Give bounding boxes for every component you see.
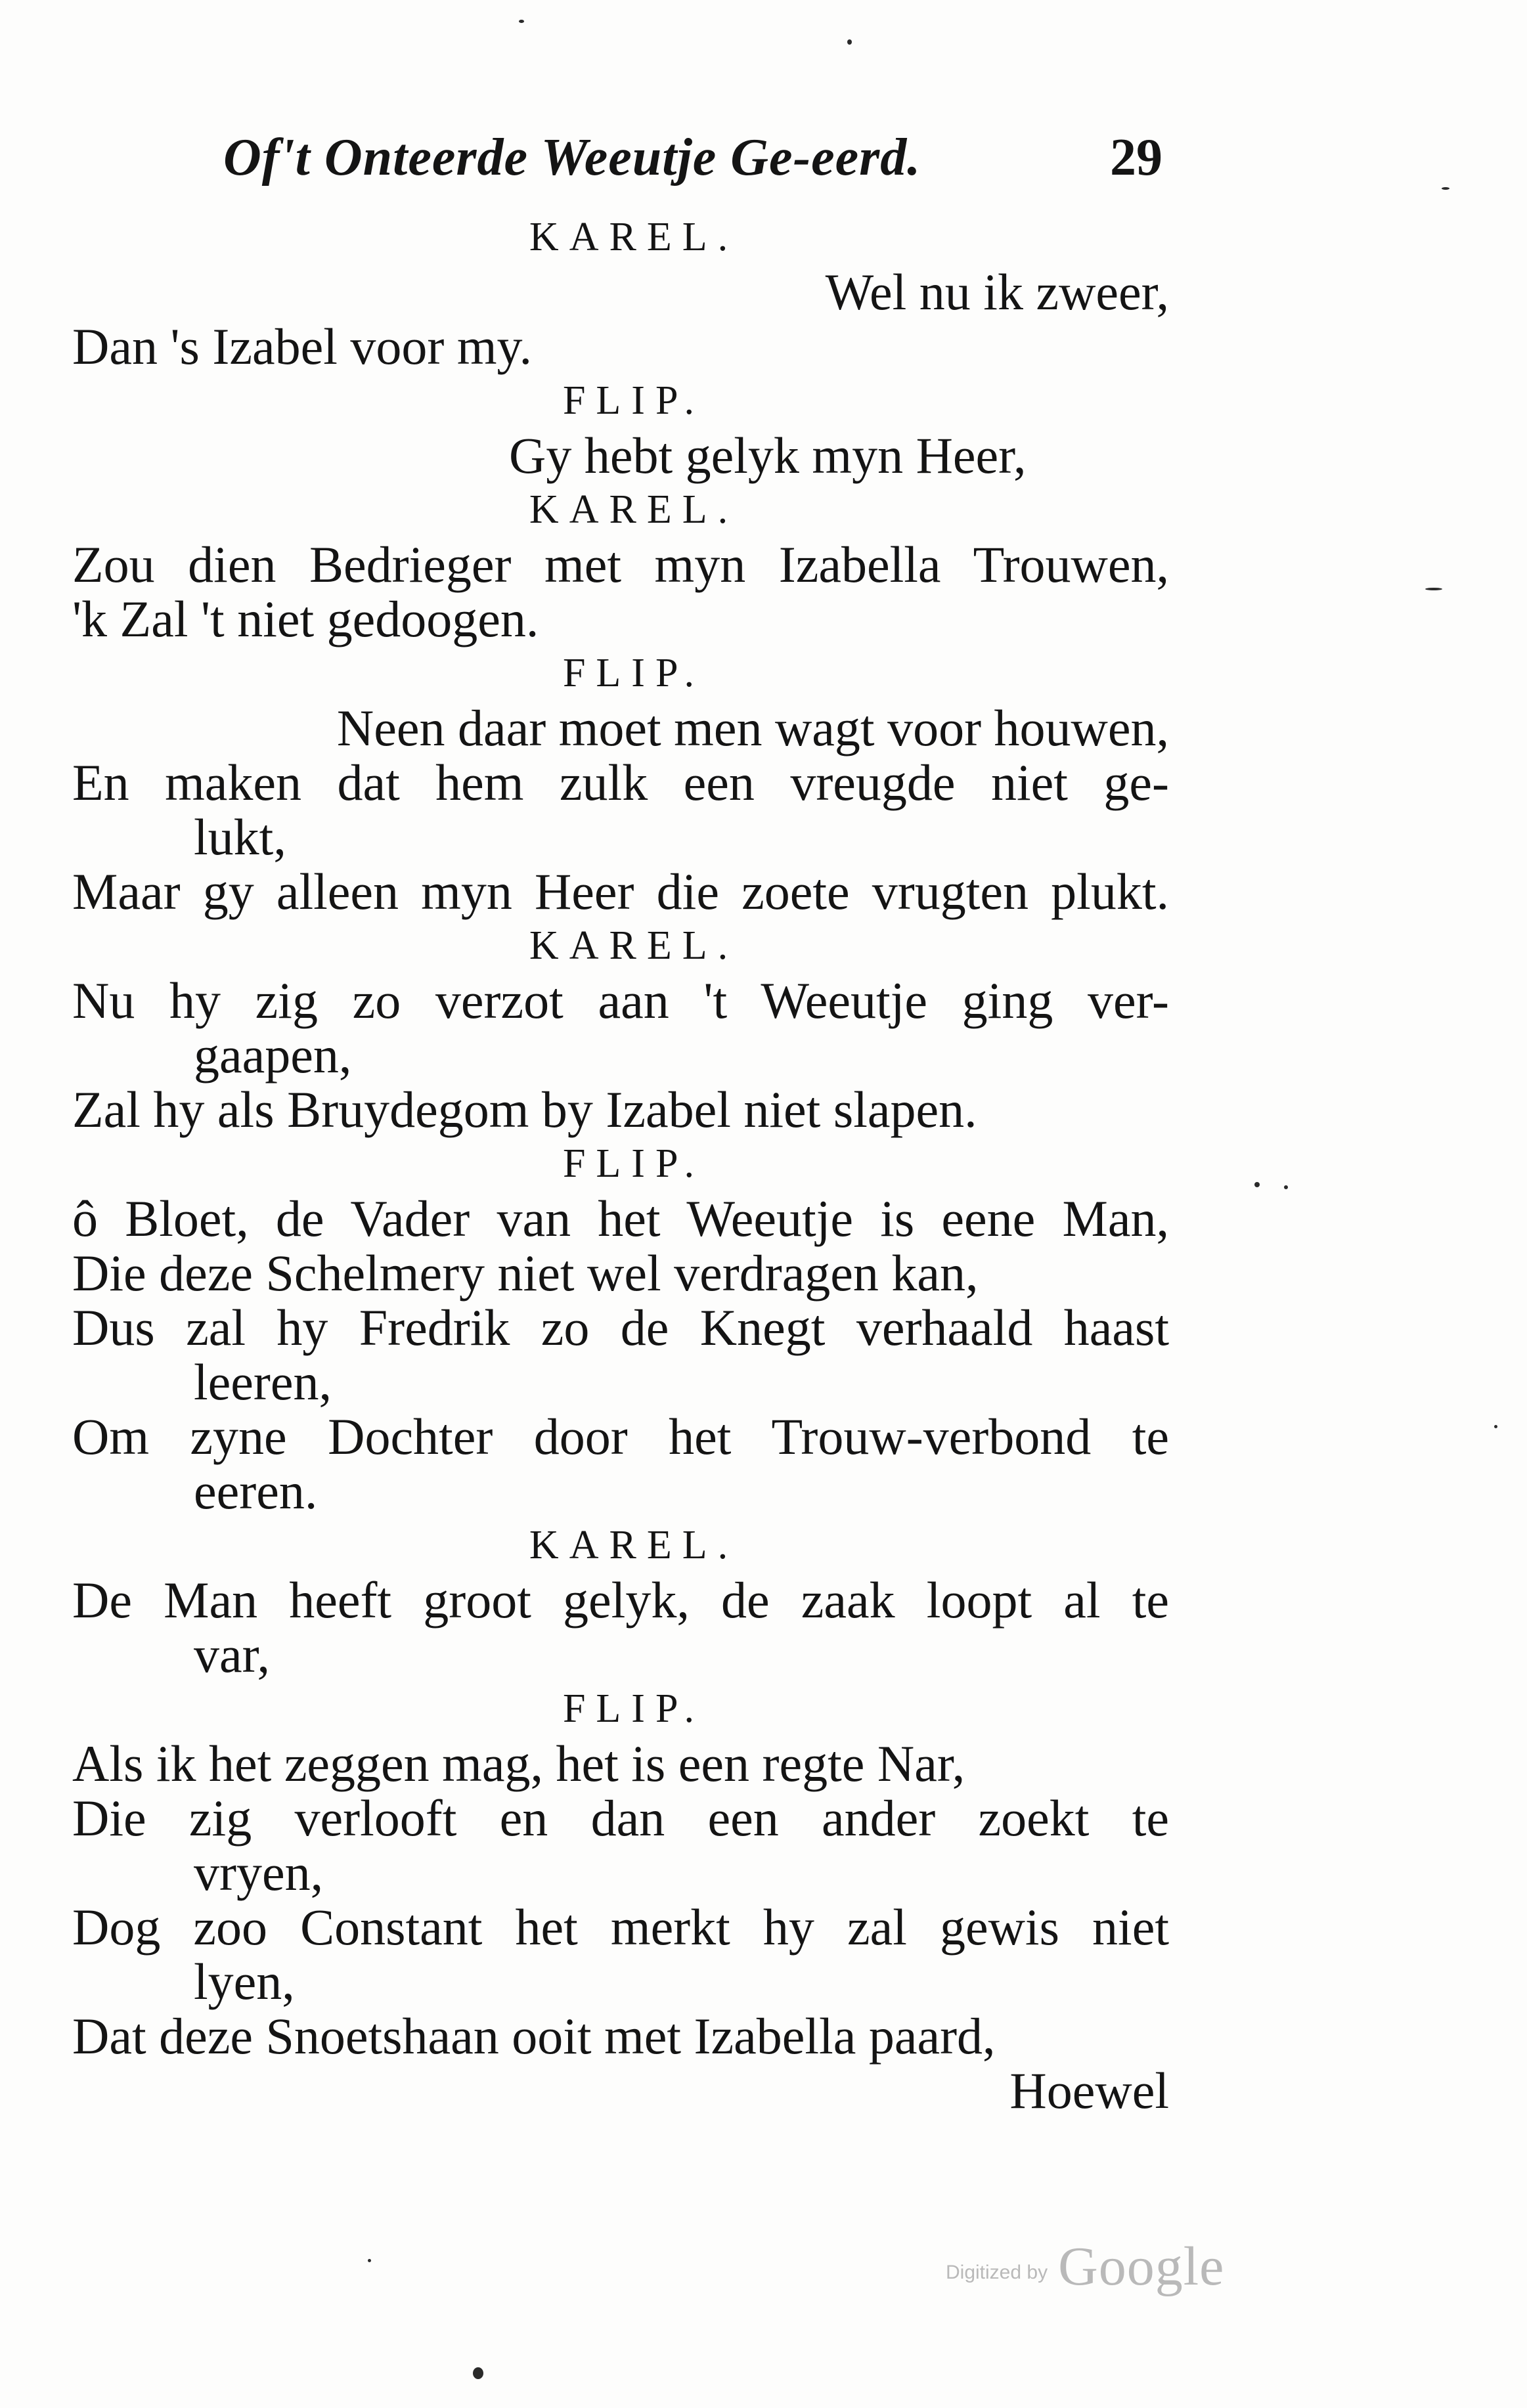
- verse-continuation: lukt,: [194, 808, 286, 865]
- print-speck: [519, 20, 524, 23]
- verse-continuation: leeren,: [194, 1353, 332, 1411]
- print-speck: [1284, 1185, 1288, 1189]
- verse-line: Wel nu ik zweer,: [825, 263, 1169, 320]
- verse-line: Dog zoo Constant het merkt hy zal gewis niet: [72, 1898, 1169, 1956]
- print-speck: [473, 2367, 483, 2379]
- catchword: Hoewel: [1009, 2062, 1169, 2119]
- speaker-heading: FLIP.: [562, 1141, 705, 1186]
- verse-line: Maar gy alleen myn Heer die zoete vrugten plukt.: [72, 863, 1169, 920]
- print-speck: [1254, 1182, 1260, 1187]
- verse-line: De Man heeft groot gelyk, de zaak loopt al te: [72, 1571, 1169, 1629]
- speaker-heading: FLIP.: [562, 651, 705, 695]
- verse-continuation: lyen,: [194, 1953, 295, 2010]
- speaker-heading: FLIP.: [562, 1686, 705, 1731]
- page-header: [223, 128, 1162, 200]
- verse-line: Zal hy als Bruydegom by Izabel niet slapen.: [72, 1081, 977, 1138]
- verse-line: Als ik het zeggen mag, het is een regte Nar,: [72, 1735, 965, 1792]
- verse-line: Die deze Schelmery niet wel verdragen kan,: [72, 1244, 979, 1302]
- verse-continuation: eeren.: [194, 1462, 318, 1520]
- print-speck: [1425, 588, 1442, 590]
- speaker-heading: KAREL.: [529, 215, 739, 259]
- verse-line: Neen daar moet men wagt voor houwen,: [336, 699, 1169, 756]
- watermark-label: Digitized by: [946, 2262, 1048, 2283]
- print-speck: [368, 2259, 371, 2262]
- page-number: 29: [1110, 129, 1162, 186]
- verse-line: En maken dat hem zulk een vreugde niet ge-: [72, 754, 1169, 811]
- speaker-heading: FLIP.: [562, 378, 705, 423]
- verse-line: Zou dien Bedrieger met myn Izabella Trouwen,: [72, 536, 1169, 593]
- running-title: Of't Onteerde Weeutje Ge-eerd.: [223, 129, 921, 186]
- verse-line: Gy hebt gelyk myn Heer,: [509, 427, 1027, 484]
- verse-continuation: vryen,: [194, 1844, 324, 1901]
- print-speck: [1442, 187, 1450, 190]
- digitization-watermark: [946, 2226, 1224, 2298]
- speaker-heading: KAREL.: [529, 923, 739, 968]
- verse-continuation: gaapen,: [194, 1026, 352, 1084]
- print-speck: [847, 39, 852, 45]
- google-logo: Google: [1058, 2236, 1225, 2297]
- speaker-heading: KAREL.: [529, 487, 739, 532]
- verse-line: ô Bloet, de Vader van het Weeutje is eene Man,: [72, 1190, 1169, 1247]
- verse-line: 'k Zal 't niet gedoogen.: [72, 590, 539, 647]
- verse-line: Dan 's Izabel voor my.: [72, 318, 532, 375]
- play-text: [72, 210, 1169, 2118]
- verse-line: Om zyne Dochter door het Trouw-verbond te: [72, 1408, 1169, 1465]
- verse-continuation: var,: [194, 1626, 270, 1683]
- print-speck: [1494, 1425, 1497, 1428]
- verse-line: Nu hy zig zo verzot aan 't Weeutje ging ver-: [72, 972, 1169, 1029]
- verse-line: Die zig verlooft en dan een ander zoekt te: [72, 1789, 1169, 1847]
- verse-line: Dus zal hy Fredrik zo de Knegt verhaald haast: [72, 1299, 1169, 1356]
- verse-line: Dat deze Snoetshaan ooit met Izabella paard,: [72, 2007, 996, 2065]
- speaker-heading: KAREL.: [529, 1523, 739, 1567]
